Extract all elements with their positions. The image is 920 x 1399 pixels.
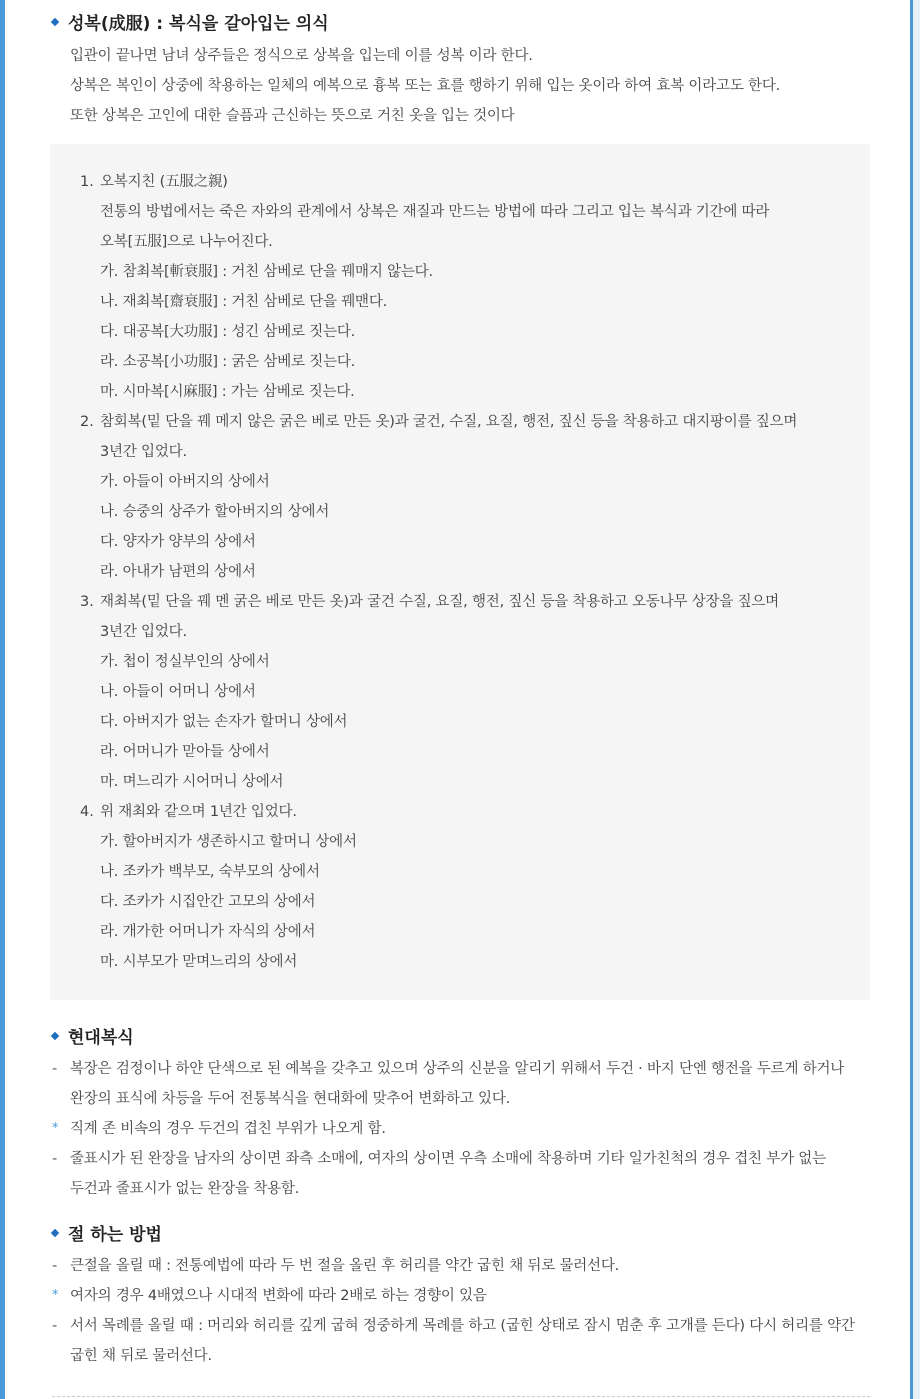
dash-bullet: - <box>52 1151 58 1167</box>
dash-bullet: - <box>52 1061 58 1077</box>
sub-item: 나. 아들이 어머니 상에서 <box>100 684 256 700</box>
list-item-text: 위 재최와 같으며 1년간 입었다. <box>100 804 297 820</box>
list-number: 2. <box>80 414 94 430</box>
paragraph: 상복은 복인이 상중에 착용하는 일체의 예복으로 흉복 또는 효를 행하기 위해 입는 옷이라 하여 효복 이라고도 한다. <box>70 78 781 94</box>
bottom-divider <box>52 1396 870 1397</box>
bullet-text: 두건과 줄표시가 없는 완장을 착용함. <box>70 1181 300 1197</box>
bullet-text: 큰절을 올릴 때 : 전통예법에 따라 두 번 절을 올린 후 허리를 약간 굽힌 채 뒤로 물러선다. <box>70 1258 620 1274</box>
sub-item: 다. 조카가 시집안간 고모의 상에서 <box>100 894 316 910</box>
sub-item: 다. 양자가 양부의 상에서 <box>100 534 256 550</box>
list-item-text: 3년간 입었다. <box>100 444 187 460</box>
paragraph: 또한 상복은 고인에 대한 슬픔과 근신하는 뜻으로 거친 옷을 입는 것이다 <box>70 108 515 124</box>
sub-item: 가. 할아버지가 생존하시고 할머니 상에서 <box>100 834 357 850</box>
sub-item: 라. 소공복[小功服] : 굵은 삼베로 짓는다. <box>100 354 356 370</box>
sub-item: 가. 참최복[斬衰服] : 거친 삼베로 단을 꿰매지 않는다. <box>100 264 433 280</box>
sub-item: 마. 며느리가 시어머니 상에서 <box>100 774 284 790</box>
sub-item: 나. 조카가 백부모, 숙부모의 상에서 <box>100 864 320 880</box>
sub-item: 나. 승중의 상주가 할아버지의 상에서 <box>100 504 330 520</box>
sub-item: 마. 시부모가 맏며느리의 상에서 <box>100 954 298 970</box>
dash-bullet: - <box>52 1318 58 1334</box>
sub-item: 마. 시마복[시麻服] : 가는 삼베로 짓는다. <box>100 384 355 400</box>
diamond-bullet-icon <box>51 1229 59 1237</box>
sub-item: 다. 대공복[大功服] : 성긴 삼베로 짓는다. <box>100 324 356 340</box>
sub-item: 라. 아내가 남편의 상에서 <box>100 564 256 580</box>
bullet-text: 서서 목례를 올릴 때 : 머리와 허리를 깊게 굽혀 정중하게 목례를 하고 (굽힌 상태로 잠시 멈춘 후 고개를 든다) 다시 허리를 약간 <box>70 1318 855 1334</box>
sub-item: 라. 어머니가 맏아들 상에서 <box>100 744 270 760</box>
list-number: 1. <box>80 174 94 190</box>
sub-item: 다. 아버지가 없는 손자가 할머니 상에서 <box>100 714 348 730</box>
bullet-text: 복장은 검정이나 하얀 단색으로 된 예복을 갖추고 있으며 상주의 신분을 알리기 위해서 두건 · 바지 단엔 행전을 두르게 하거나 <box>70 1061 845 1077</box>
paragraph: 입관이 끝나면 남녀 상주들은 정식으로 상복을 입는데 이를 성복 이라 한다. <box>70 48 533 64</box>
bullet-text: 완장의 표식에 차등을 두어 전통복식을 현대화에 맞추어 변화하고 있다. <box>70 1091 511 1107</box>
list-item-text: 오복[五服]으로 나누어진다. <box>100 234 273 250</box>
section-title-seongbok: 성복(成服) : 복식을 갈아입는 의식 <box>52 12 329 36</box>
asterisk-bullet: * <box>52 1121 59 1136</box>
section-title-modern-attire: 현대복식 <box>52 1026 134 1050</box>
right-border <box>910 0 920 1399</box>
list-item-text: 전통의 방법에서는 죽은 자와의 관계에서 상복은 재질과 만드는 방법에 따라 그리고 입는 복식과 기간에 따라 <box>100 204 770 220</box>
left-border <box>0 0 5 1399</box>
section-title-bowing: 절 하는 방법 <box>52 1223 162 1247</box>
list-number: 3. <box>80 594 94 610</box>
list-item-text: 재최복(밑 단을 꿰 멘 굵은 베로 만든 옷)과 굴건 수질, 요질, 행전, 짚신 등을 착용하고 오동나무 상장을 짚으며 <box>100 594 779 610</box>
bullet-text: 줄표시가 된 완장을 남자의 상이면 좌측 소매에, 여자의 상이면 우측 소매에 착용하며 기타 일가친척의 경우 겹친 부가 없는 <box>70 1151 826 1167</box>
sub-item: 가. 첩이 정실부인의 상에서 <box>100 654 270 670</box>
asterisk-bullet: * <box>52 1288 59 1303</box>
bullet-text: 굽힌 채 뒤로 물러선다. <box>70 1348 212 1364</box>
bullet-text: 여자의 경우 4배였으나 시대적 변화에 따라 2배로 하는 경향이 있음 <box>70 1288 487 1304</box>
list-item-heading: 오복지친 (五服之親) <box>100 174 228 190</box>
diamond-bullet-icon <box>51 18 59 26</box>
sub-item: 가. 아들이 아버지의 상에서 <box>100 474 270 490</box>
dash-bullet: - <box>52 1258 58 1274</box>
list-item-text: 3년간 입었다. <box>100 624 187 640</box>
bullet-text: 직계 존 비속의 경우 두건의 겹친 부위가 나오게 함. <box>70 1121 386 1137</box>
diamond-bullet-icon <box>51 1032 59 1040</box>
sub-item: 나. 재최복[齋衰服] : 거친 삼베로 단을 꿰맨다. <box>100 294 388 310</box>
sub-item: 라. 개가한 어머니가 자식의 상에서 <box>100 924 316 940</box>
list-item-text: 참회복(밑 단을 꿰 메지 않은 굵은 베로 만든 옷)과 굴건, 수질, 요질, 행전, 짚신 등을 착용하고 대지팡이를 짚으며 <box>100 414 798 430</box>
list-number: 4. <box>80 804 94 820</box>
